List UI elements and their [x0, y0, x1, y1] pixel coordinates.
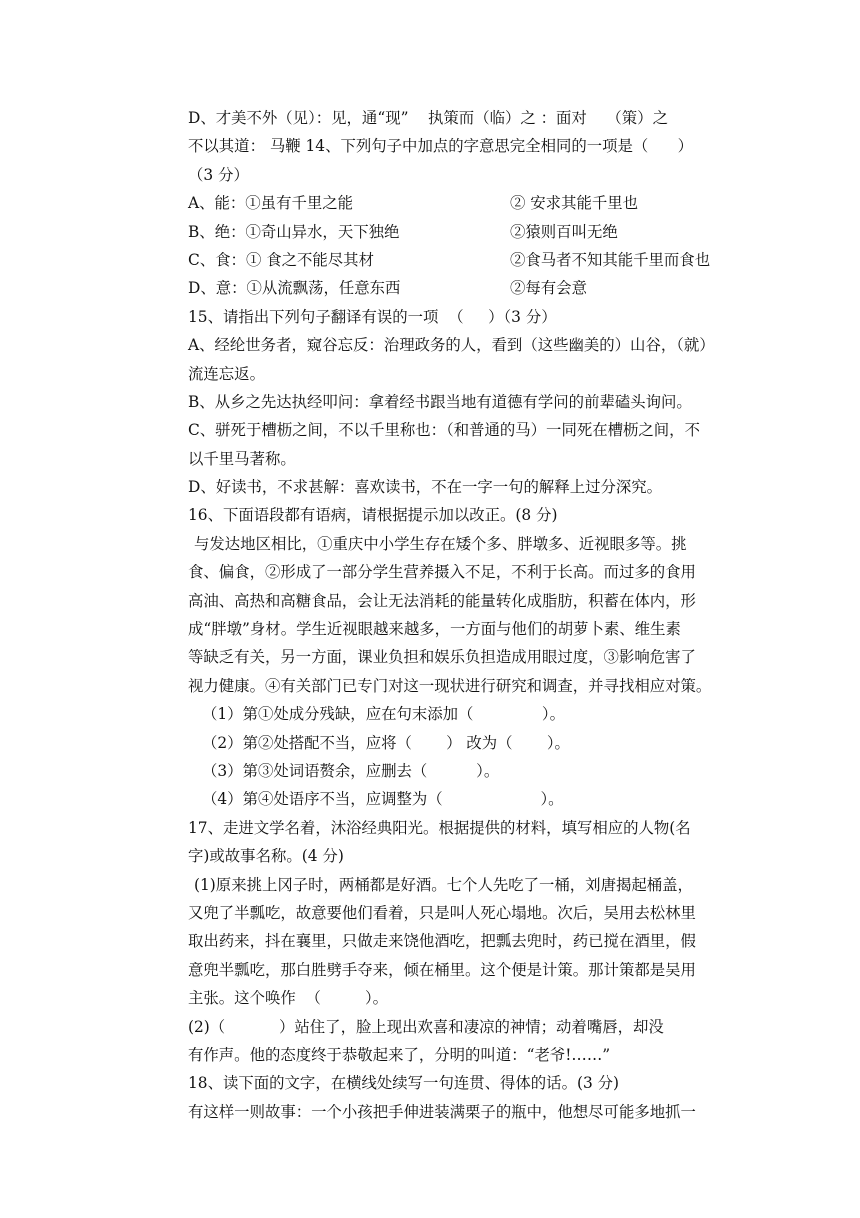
text-line: 16、下面语段都有语病，请根据提示加以改正。(8 分): [188, 506, 558, 525]
option-left: D、意：①从流飘荡，任意东西: [188, 279, 401, 298]
text-line: 视力健康。④有关部门已专门对这一现状进行研究和调查，并寻找相应对策。: [188, 676, 712, 695]
text-line: 有这样一则故事：一个小孩把手伸进装满栗子的瓶中，他想尽可能多地抓一: [188, 1102, 696, 1121]
text-line: 以千里马著称。: [188, 449, 296, 468]
text-line: （1）第①处成分残缺，应在句末添加（ ）。: [202, 705, 566, 724]
text-line: （2）第②处搭配不当，应将（ ） 改为（ ）。: [202, 733, 570, 752]
text-line: 高油、高热和高糖食品，会让无法消耗的能量转化成脂肪，积蓄在体内，形: [188, 591, 696, 610]
text-line: 意兜半瓢吃，那白胜劈手夺来，倾在桶里。这个便是计策。那计策都是吴用: [188, 960, 696, 979]
option-row: [188, 274, 763, 302]
text-line: （4）第④处语序不当，应调整为（ ）。: [202, 790, 564, 809]
text-line: 取出药来，抖在襄里，只做走来饶他酒吃，把瓢去兜时，药已搅在酒里，假: [188, 932, 696, 951]
text-line: 17、走进文学名着，沐浴经典阳光。根据提供的材料，填写相应的人物(名: [188, 818, 691, 837]
option-left: C、食：① 食之不能尽其材: [188, 250, 374, 269]
text-line: 有作声。他的态度终于恭敬起来了，分明的叫道：“老爷!……”: [188, 1045, 611, 1064]
text-line: 字)或故事名称。(4 分): [188, 847, 344, 866]
option-left: A、能：①虽有千里之能: [188, 194, 354, 213]
text-line: 主张。这个唤作 （ ）。: [188, 989, 389, 1008]
option-left: B、绝：①奇山异水，天下独绝: [188, 222, 400, 241]
text-line: D、才美不外（见）：见，通“现” 执策而（临）之 ：面对 （策）之: [188, 109, 668, 127]
text-line: (2)（ ）站住了，脸上现出欢喜和凄凉的神情；动着嘴唇，却没: [188, 1017, 664, 1036]
option-right: ②猿则百叫无绝: [510, 222, 618, 241]
text-line: （3 分）: [188, 165, 249, 184]
text-line: （3）第③处词语赘余，应删去（ ）。: [202, 761, 500, 780]
text-line: 等缺乏有关，另一方面，课业负担和娱乐负担造成用眼过度，③影响危害了: [188, 648, 696, 667]
text-line: 流连忘返。: [188, 364, 265, 383]
text-line: B、从乡之先达执经叩问：拿着经书跟当地有道德有学问的前辈磕头询问。: [188, 392, 692, 411]
option-right: ②每有会意: [510, 279, 587, 298]
document-page: [188, 104, 763, 1126]
text-line: 又兜了半瓢吃，故意要他们看着，只是叫人死心塌地。次后，吴用去松林里: [188, 903, 696, 922]
text-line: A、经纶世务者，窥谷忘反：治理政务的人，看到（这些幽美的）山谷，（就）: [188, 336, 715, 355]
text-line: C、骈死于槽枥之间，不以千里称也：（和普通的马）一同死在槽枥之间，不: [188, 421, 700, 440]
text-line: 18、读下面的文字，在横线处续写一句连贯、得体的话。(3 分): [188, 1074, 620, 1093]
text-line: 15、请指出下列句子翻译有误的一项 （ ）（3 分）: [188, 307, 557, 326]
option-right: ② 安求其能千里也: [510, 194, 639, 213]
option-row: [188, 218, 763, 246]
text-line: 成“胖墩”身材。学生近视眼越来越多，一方面与他们的胡萝卜素、维生素: [188, 620, 681, 639]
option-row: [188, 246, 763, 274]
text-line: 与发达地区相比，①重庆中小学生存在矮个多、胖墩多、近视眼多等。挑: [194, 534, 687, 553]
option-row: [188, 189, 763, 217]
text-line: 食、偏食，②形成了一部分学生营养摄入不足，不利于长高。而过多的食用: [188, 563, 696, 582]
text-line: D、好读书，不求甚解：喜欢读书，不在一字一句的解释上过分深究。: [188, 478, 663, 497]
option-right: ②食马者不知其能千里而食也: [510, 250, 711, 269]
text-line: (1)原来挑上冈子时，两桶都是好酒。七个人先吃了一桶，刘唐揭起桶盖，: [194, 875, 693, 894]
text-line: 不以其道： 马鞭 14、下列句子中加点的字意思完全相同的一项是（ ）: [188, 137, 694, 156]
